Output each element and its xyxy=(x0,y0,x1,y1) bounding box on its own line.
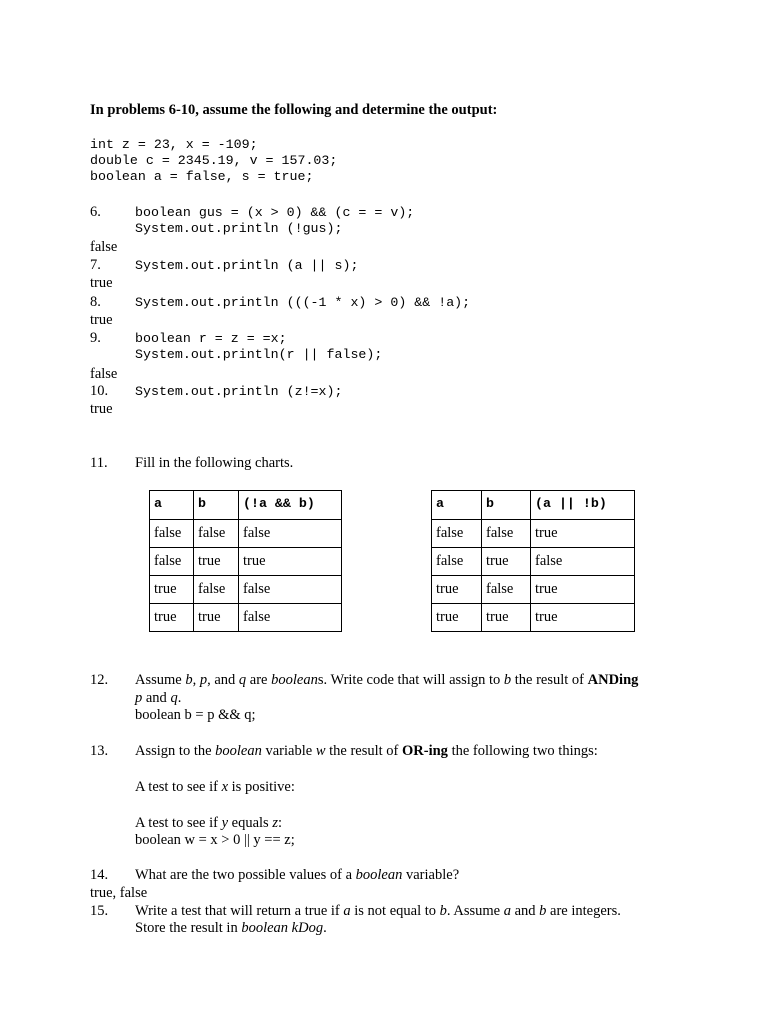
problem-text: A test to see if y equals z: xyxy=(135,815,283,831)
table-cell: true xyxy=(150,604,194,632)
table-cell: false xyxy=(531,548,635,576)
table-row xyxy=(150,576,342,604)
table-header: b xyxy=(194,491,239,520)
problem-code: System.out.println(r || false); xyxy=(135,347,383,362)
problem-text: Assume b, p, and q are booleans. Write code that will assign to b the result of ANDing xyxy=(135,672,639,688)
problem-number: 11. xyxy=(90,455,108,471)
table-cell: false xyxy=(194,520,239,548)
table-cell: false xyxy=(150,548,194,576)
problem-number: 12. xyxy=(90,672,109,688)
problem-number: 9. xyxy=(90,330,101,346)
problem-answer: false xyxy=(90,366,118,382)
problem-answer: true xyxy=(90,275,113,291)
problem-answer: true xyxy=(90,312,113,328)
declaration-line: int z = 23, x = -109; xyxy=(90,137,258,152)
table-cell: false xyxy=(482,576,531,604)
declaration-line: double c = 2345.19, v = 157.03; xyxy=(90,153,338,168)
table-cell: true xyxy=(482,604,531,632)
table-row xyxy=(432,520,635,548)
problem-number: 7. xyxy=(90,257,101,273)
table-cell: false xyxy=(432,520,482,548)
problem-code: System.out.println (z!=x); xyxy=(135,384,343,399)
problem-text: p and q. xyxy=(135,690,182,706)
table-row xyxy=(432,604,635,632)
problem-answer: false xyxy=(90,239,118,255)
table-cell: true xyxy=(531,576,635,604)
problem-answer: true xyxy=(90,401,113,417)
table-cell: false xyxy=(194,576,239,604)
table-cell: true xyxy=(531,604,635,632)
table-cell: true xyxy=(432,604,482,632)
table-row xyxy=(150,604,342,632)
problem-code: System.out.println (!gus); xyxy=(135,221,343,236)
truth-table-a-or-not-b xyxy=(431,490,635,632)
table-cell: false xyxy=(239,604,342,632)
table-header: b xyxy=(482,491,531,520)
table-cell: true xyxy=(194,548,239,576)
truth-table-not-a-and-b xyxy=(149,490,342,632)
table-header: (!a && b) xyxy=(239,491,342,520)
table-cell: true xyxy=(239,548,342,576)
problem-code: boolean r = z = =x; xyxy=(135,331,287,346)
problem-number: 14. xyxy=(90,867,109,883)
instructions-heading: In problems 6-10, assume the following and determine the output: xyxy=(90,102,498,118)
problem-code: System.out.println (a || s); xyxy=(135,258,359,273)
table-cell: true xyxy=(150,576,194,604)
table-cell: true xyxy=(531,520,635,548)
table-cell: false xyxy=(432,548,482,576)
problem-text: Write a test that will return a true if a is not equal to b. Assume a and b are integers. xyxy=(135,903,621,919)
problem-code: System.out.println (((-1 * x) > 0) && !a); xyxy=(135,295,471,310)
problem-answer: boolean b = p && q; xyxy=(135,707,256,723)
table-cell: false xyxy=(239,520,342,548)
problem-number: 8. xyxy=(90,294,101,310)
table-cell: false xyxy=(239,576,342,604)
declaration-line: boolean a = false, s = true; xyxy=(90,169,314,184)
table-row xyxy=(150,548,342,576)
problem-number: 6. xyxy=(90,204,101,220)
problem-number: 13. xyxy=(90,743,109,759)
table-cell: false xyxy=(482,520,531,548)
table-cell: true xyxy=(432,576,482,604)
problem-text: A test to see if x is positive: xyxy=(135,779,295,795)
problem-text: Assign to the boolean variable w the result of OR-ing the following two things: xyxy=(135,743,598,759)
table-header: (a || !b) xyxy=(531,491,635,520)
table-cell: true xyxy=(482,548,531,576)
table-row xyxy=(432,548,635,576)
table-header: a xyxy=(432,491,482,520)
problem-number: 10. xyxy=(90,383,109,399)
problem-text: Store the result in boolean kDog. xyxy=(135,920,327,936)
table-header: a xyxy=(150,491,194,520)
problem-number: 15. xyxy=(90,903,109,919)
problem-text: What are the two possible values of a boolean variable? xyxy=(135,867,460,883)
table-row xyxy=(432,576,635,604)
table-cell: true xyxy=(194,604,239,632)
table-cell: false xyxy=(150,520,194,548)
problem-text: Fill in the following charts. xyxy=(135,455,294,471)
problem-answer: true, false xyxy=(90,885,148,901)
problem-answer: boolean w = x > 0 || y == z; xyxy=(135,832,295,848)
table-row xyxy=(150,520,342,548)
problem-code: boolean gus = (x > 0) && (c = = v); xyxy=(135,205,415,220)
